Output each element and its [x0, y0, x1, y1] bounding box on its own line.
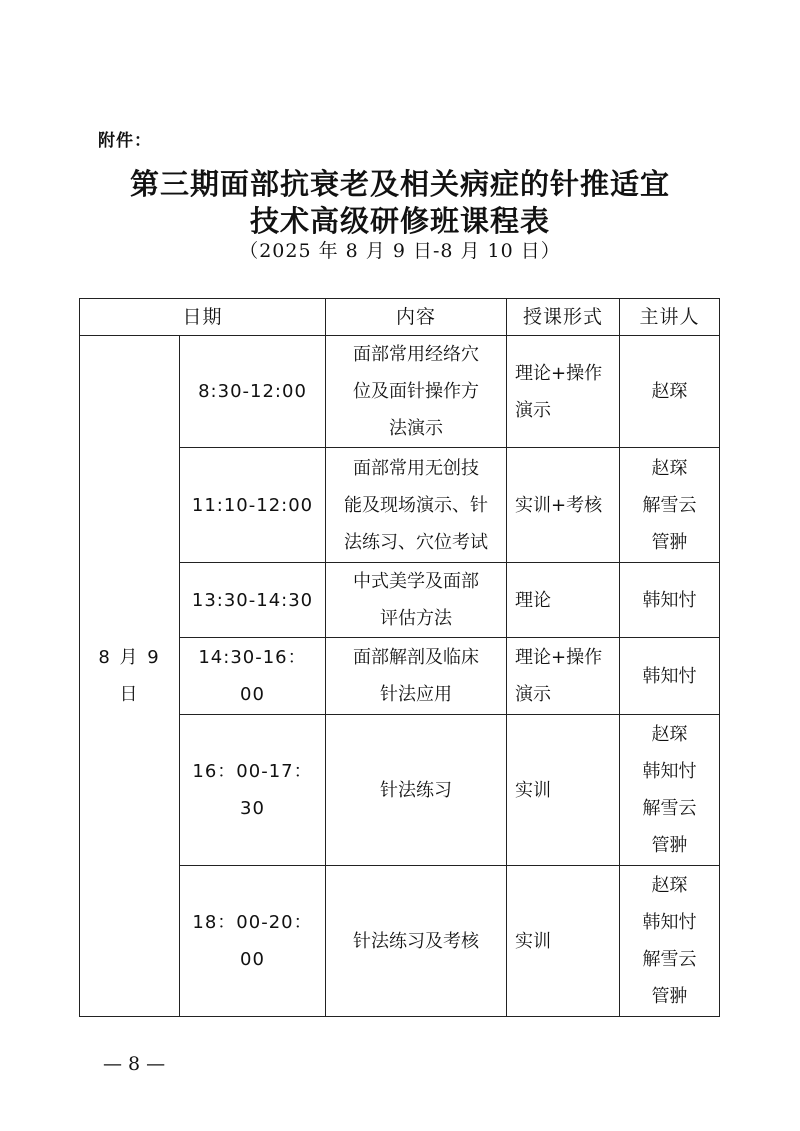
content-line: 法演示 [389, 418, 444, 439]
page-number: — 8 — [103, 1053, 166, 1075]
speaker-name: 解雪云 [642, 798, 697, 819]
column-header-date: 日期 [80, 299, 326, 336]
table-row [80, 336, 720, 448]
content-cell [326, 448, 507, 563]
attachment-label: 附件： [98, 131, 152, 151]
format-line: 演示 [515, 684, 552, 705]
format-cell [507, 866, 620, 1017]
speaker-name: 管翀 [651, 835, 688, 856]
format-cell [507, 638, 620, 715]
time-cell: 8:30-12:00 [180, 336, 326, 448]
time-cell: 13:30-14:30 [180, 563, 326, 638]
content-line: 面部常用经络穴 [353, 344, 480, 365]
content-line: 面部解剖及临床 [353, 647, 480, 668]
format-cell [507, 336, 620, 448]
time-cell: 16：00-17：30 [180, 715, 326, 866]
speaker-name: 赵琛 [651, 724, 688, 745]
content-line: 位及面针操作方 [353, 381, 480, 402]
speaker-cell [620, 448, 720, 563]
speaker-name: 赵琛 [651, 457, 688, 479]
content-line: 面部常用无创技 [353, 457, 480, 479]
format-cell [507, 715, 620, 866]
format-line: 演示 [515, 399, 552, 421]
format-cell [507, 448, 620, 563]
column-header-speaker: 主讲人 [620, 299, 720, 336]
format-line: 理论+操作 [515, 647, 603, 668]
content-line: 针法练习 [380, 779, 453, 801]
speaker-name: 韩知忖 [642, 589, 697, 611]
speaker-cell [620, 638, 720, 715]
content-cell [326, 715, 507, 866]
speaker-name: 赵琛 [651, 875, 688, 896]
time-cell: 18：00-20：00 [180, 866, 326, 1017]
speaker-cell [620, 563, 720, 638]
column-header-format: 授课形式 [507, 299, 620, 336]
speaker-cell [620, 866, 720, 1017]
speaker-name: 解雪云 [642, 949, 697, 970]
page-title-line-2: 技术高级研修班课程表 [249, 204, 550, 238]
content-line: 针法练习及考核 [353, 930, 480, 952]
speaker-name: 管翀 [651, 531, 688, 553]
content-line: 法练习、穴位考试 [344, 531, 489, 553]
speaker-name: 韩知忖 [642, 912, 697, 933]
content-line: 评估方法 [380, 608, 453, 629]
schedule-table [79, 298, 720, 1017]
speaker-name: 管翀 [651, 986, 688, 1007]
content-cell [326, 866, 507, 1017]
speaker-name: 解雪云 [642, 494, 697, 516]
content-line: 能及现场演示、针 [344, 494, 489, 516]
format-line: 理论+操作 [515, 362, 603, 384]
content-line: 针法应用 [380, 684, 453, 705]
content-cell [326, 563, 507, 638]
format-line: 实训+考核 [515, 494, 603, 516]
content-cell [326, 336, 507, 448]
format-line: 理论 [515, 589, 552, 611]
time-cell: 14:30-16：00 [180, 638, 326, 715]
content-line: 中式美学及面部 [353, 571, 480, 592]
speaker-name: 韩知忖 [642, 761, 697, 782]
day-cell: 8 月 9 日 [80, 336, 180, 1017]
page-title-line-1: 第三期面部抗衰老及相关病症的针推适宜 [129, 167, 670, 201]
speaker-cell [620, 715, 720, 866]
table-header-row [80, 299, 720, 336]
column-header-content: 内容 [326, 299, 507, 336]
speaker-cell [620, 336, 720, 448]
speaker-name: 赵琛 [651, 381, 688, 402]
speaker-name: 韩知忖 [642, 665, 697, 687]
format-cell [507, 563, 620, 638]
format-line: 实训 [515, 930, 552, 952]
time-cell: 11:10-12:00 [180, 448, 326, 563]
content-cell [326, 638, 507, 715]
date-range: （2025 年 8 月 9 日-8 月 10 日） [239, 240, 561, 262]
format-line: 实训 [515, 779, 552, 801]
